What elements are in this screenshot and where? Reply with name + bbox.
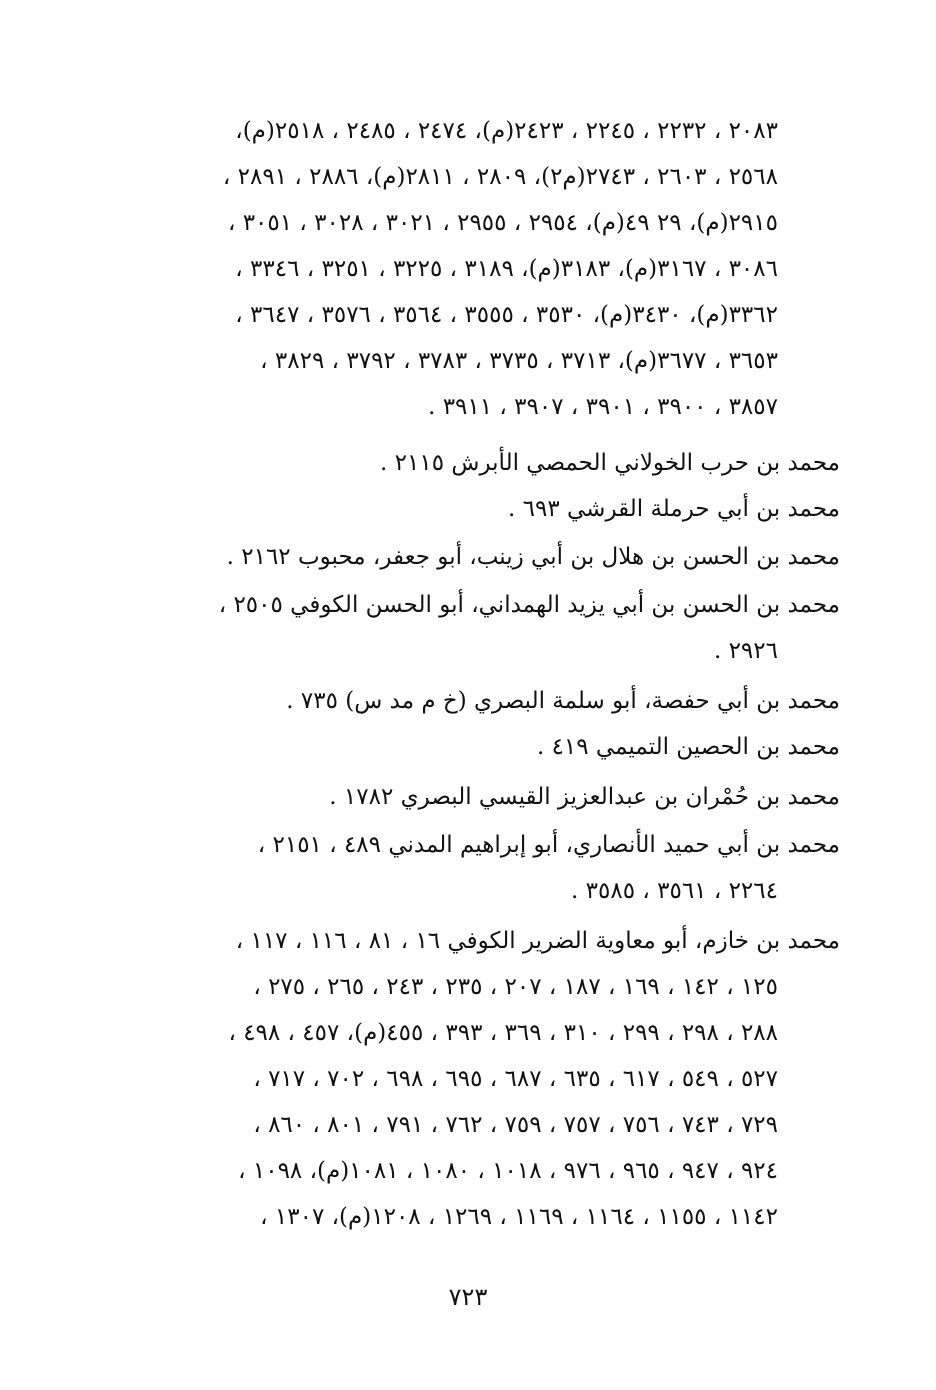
entry-line: ٩٢٤ ، ٩٤٧ ، ٩٦٥ ، ٩٧٦ ، ١٠١٨ ، ١٠٨٠ ، ١٠٨١(م)، ١٠٩٨ ، — [238, 1158, 778, 1184]
entry-line: ٢٥٦٨ ، ٢٦٠٣ ، ٢٧٤٣(م٢)، ٢٨٠٩ ، ٢٨١١(م)، ٢٨٨٦ ، ٢٨٩١ ، — [222, 164, 778, 190]
entry-line: ٢٩١٥(م)، ٢٩ ٤٩(م)، ٢٩٥٤ ، ٢٩٥٥ ، ٣٠٢١ ، ٣٠٢٨ ، ٣٠٥١ ، — [227, 210, 778, 236]
entry-line: ٣٦٥٣ ، ٣٦٧٧(م)، ٣٧١٣ ، ٣٧٣٥ ، ٣٧٨٣ ، ٣٧٩٢ ، ٣٨٢٩ ، — [260, 348, 778, 374]
entry-line: محمد بن الحسن بن هلال بن أبي زينب، أبو جعفر، محبوب ٢١٦٢ . — [226, 544, 840, 570]
index-entry-ibn-abi-harmala — [100, 486, 840, 532]
entry-line: ٢٩٢٦ . — [713, 638, 778, 664]
entry-line: محمد بن الحصين التميمي ٤١٩ . — [536, 734, 840, 760]
entry-line: محمد بن أبي حرملة القرشي ٦٩٣ . — [508, 496, 840, 522]
page-number: ٧٢٣ — [448, 1283, 488, 1311]
entry-line: ٣٠٨٦ ، ٣١٦٧(م)، ٣١٨٣(م)، ٣١٨٩ ، ٣٢٢٥ ، ٣٢٥١ ، ٣٣٤٦ ، — [235, 256, 778, 282]
index-entry-ibn-al-husayn — [100, 724, 840, 770]
entry-line: محمد بن حرب الخولاني الحمصي الأبرش ٢١١٥ . — [380, 450, 840, 476]
index-entry-ibn-abi-humayd — [100, 822, 840, 914]
index-entry-ibn-khazim — [100, 918, 840, 1240]
entry-line: محمد بن أبي حفصة، أبو سلمة البصري (خ م مد س) ٧٣٥ . — [286, 688, 840, 714]
index-entry-ibn-humran — [100, 774, 840, 820]
entry-line: ٥٢٧ ، ٥٤٩ ، ٦١٧ ، ٦٣٥ ، ٦٨٧ ، ٦٩٥ ، ٦٩٨ ، ٧٠٢ ، ٧١٧ ، — [253, 1066, 778, 1092]
entry-line: محمد بن الحسن بن أبي يزيد الهمداني، أبو الحسن الكوفي ٢٥٠٥ ، — [218, 592, 840, 618]
entry-line: محمد بن أبي حميد الأنصاري، أبو إبراهيم المدني ٤٨٩ ، ٢١٥١ ، — [257, 832, 840, 858]
index-entry-ibn-al-hasan-ibn-hilal — [100, 534, 840, 580]
index-entry-ibn-abi-hafsa — [100, 678, 840, 724]
entry-line: ٢٨٨ ، ٢٩٨ ، ٢٩٩ ، ٣١٠ ، ٣٦٩ ، ٣٩٣ ، ٤٥٥(م)، ٤٥٧ ، ٤٩٨ ، — [228, 1020, 778, 1046]
entry-line: ٢٠٨٣ ، ٢٢٣٢ ، ٢٢٤٥ ، ٢٤٢٣(م)، ٢٤٧٤ ، ٢٤٨٥ ، ٢٥١٨(م)، — [235, 118, 778, 144]
entry-line: ٣٨٥٧ ، ٣٩٠٠ ، ٣٩٠١ ، ٣٩٠٧ ، ٣٩١١ . — [428, 394, 778, 420]
entry-line: محمد بن حُمْران بن عبدالعزيز القيسي البصري ١٧٨٢ . — [329, 784, 840, 810]
entry-line: ٢٢٦٤ ، ٣٥٦١ ، ٣٥٨٥ . — [571, 878, 778, 904]
entry-line: ١١٤٢ ، ١١٥٥ ، ١١٦٤ ، ١١٦٩ ، ١٢٦٩ ، ١٢٠٨(م)، ١٣٠٧ ، — [260, 1204, 778, 1230]
index-entry-ibn-al-hasan-al-hamdani — [100, 582, 840, 674]
entry-line: ٧٢٩ ، ٧٤٣ ، ٧٥٦ ، ٧٥٧ ، ٧٥٩ ، ٧٦٢ ، ٧٩١ ، ٨٠١ ، ٨٦٠ ، — [253, 1112, 778, 1138]
entry-line: ١٢٥ ، ١٤٢ ، ١٦٩ ، ١٨٧ ، ٢٠٧ ، ٢٣٥ ، ٢٤٣ ، ٢٦٥ ، ٢٧٥ ، — [253, 974, 778, 1000]
index-entry-continuation — [100, 108, 840, 430]
entry-line: محمد بن خازم، أبو معاوية الضرير الكوفي ١٦ ، ٨١ ، ١١٦ ، ١١٧ ، — [235, 928, 840, 954]
index-entry-ibn-harb — [100, 440, 840, 486]
entry-line: ٣٣٦٢(م)، ٣٤٣٠(م)، ٣٥٣٠ ، ٣٥٥٥ ، ٣٥٦٤ ، ٣٥٧٦ ، ٣٦٤٧ ، — [235, 302, 778, 328]
